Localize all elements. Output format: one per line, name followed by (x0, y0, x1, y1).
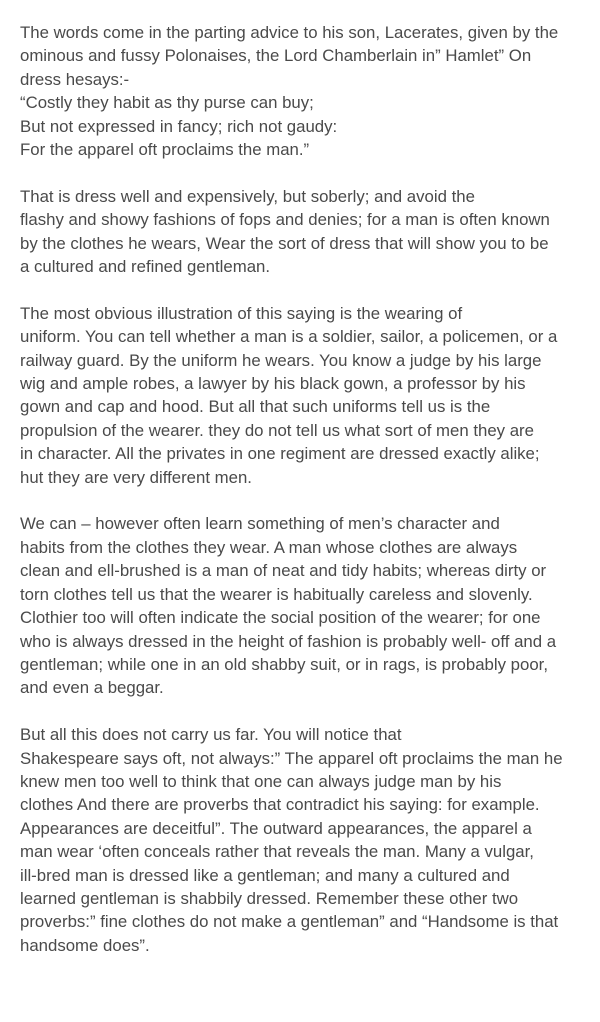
text-line: railway guard. By the uniform he wears. You know a judge by his large (20, 350, 542, 370)
text-line: The most obvious illustration of this saying is the wearing of (20, 303, 463, 323)
text-line: who is always dressed in the height of fashion is probably well- off and a (20, 631, 557, 651)
text-line: learned gentleman is shabbily dressed. Remember these other two (20, 888, 519, 908)
text-line: We can – however often learn something of men’s character and (20, 514, 500, 534)
text-line: propulsion of the wearer. they do not tell us what sort of men they are (20, 420, 534, 440)
text-line: wig and ample robes, a lawyer by his black gown, a professor by his (20, 374, 526, 394)
text-line: clean and ell-brushed is a man of neat and tidy habits; whereas dirty or (20, 561, 547, 581)
text-line: Clothier too will often indicate the social position of the wearer; for one (20, 608, 541, 628)
paragraph-3 (20, 302, 582, 489)
text-line: gown and cap and hood. But all that such uniforms tell us is the (20, 397, 491, 417)
text-line: The words come in the parting advice to his son, Lacerates, given by the (20, 23, 559, 42)
text-line: clothes And there are proverbs that contradict his saying: for example. (20, 795, 540, 815)
text-line: flashy and showy fashions of fops and denies; for a man is often known (20, 210, 550, 230)
paragraph-1 (20, 21, 582, 161)
text-line: That is dress well and expensively, but soberly; and avoid the (20, 186, 475, 206)
text-line: in character. All the privates in one regiment are dressed exactly alike; (20, 444, 540, 464)
text-line: Appearances are deceitful”. The outward appearances, the apparel a (20, 818, 532, 838)
paragraph-4 (20, 512, 582, 699)
quote-line: But not expressed in fancy; rich not gaudy: (20, 116, 338, 136)
text-line: proverbs:” fine clothes do not make a gentleman” and “Handsome is that (20, 912, 559, 932)
text-line: man wear ‘often conceals rather that reveals the man. Many a vulgar, (20, 842, 534, 862)
text-line: torn clothes tell us that the wearer is habitually careless and slovenly. (20, 584, 533, 604)
text-line: ill-bred man is dressed like a gentleman; and many a cultured and (20, 865, 510, 885)
paragraph-2 (20, 185, 582, 279)
text-line: But all this does not carry us far. You will notice that (20, 725, 402, 745)
quote-line: For the apparel oft proclaims the man.” (20, 140, 310, 160)
text-line: Shakespeare says oft, not always:” The apparel oft proclaims the man he (20, 748, 563, 768)
text-line: a cultured and refined gentleman. (20, 257, 271, 277)
text-line: dress hesays:- (20, 69, 130, 89)
paragraph-5 (20, 723, 582, 957)
text-line: knew men too well to think that one can always judge man by his (20, 771, 502, 791)
text-line: hut they are very different men. (20, 467, 252, 487)
text-line: ominous and fussy Polonaises, the Lord Chamberlain in” Hamlet” On (20, 46, 532, 66)
quote-line: “Costly they habit as thy purse can buy; (20, 93, 314, 113)
text-line: gentleman; while one in an old shabby suit, or in rags, is probably poor, (20, 654, 548, 674)
text-line: and even a beggar. (20, 678, 164, 698)
text-line: by the clothes he wears, Wear the sort of dress that will show you to be (20, 233, 549, 253)
text-line: handsome does”. (20, 935, 150, 955)
text-line: uniform. You can tell whether a man is a soldier, sailor, a policemen, or a (20, 327, 558, 347)
text-line: habits from the clothes they wear. A man whose clothes are always (20, 537, 518, 557)
